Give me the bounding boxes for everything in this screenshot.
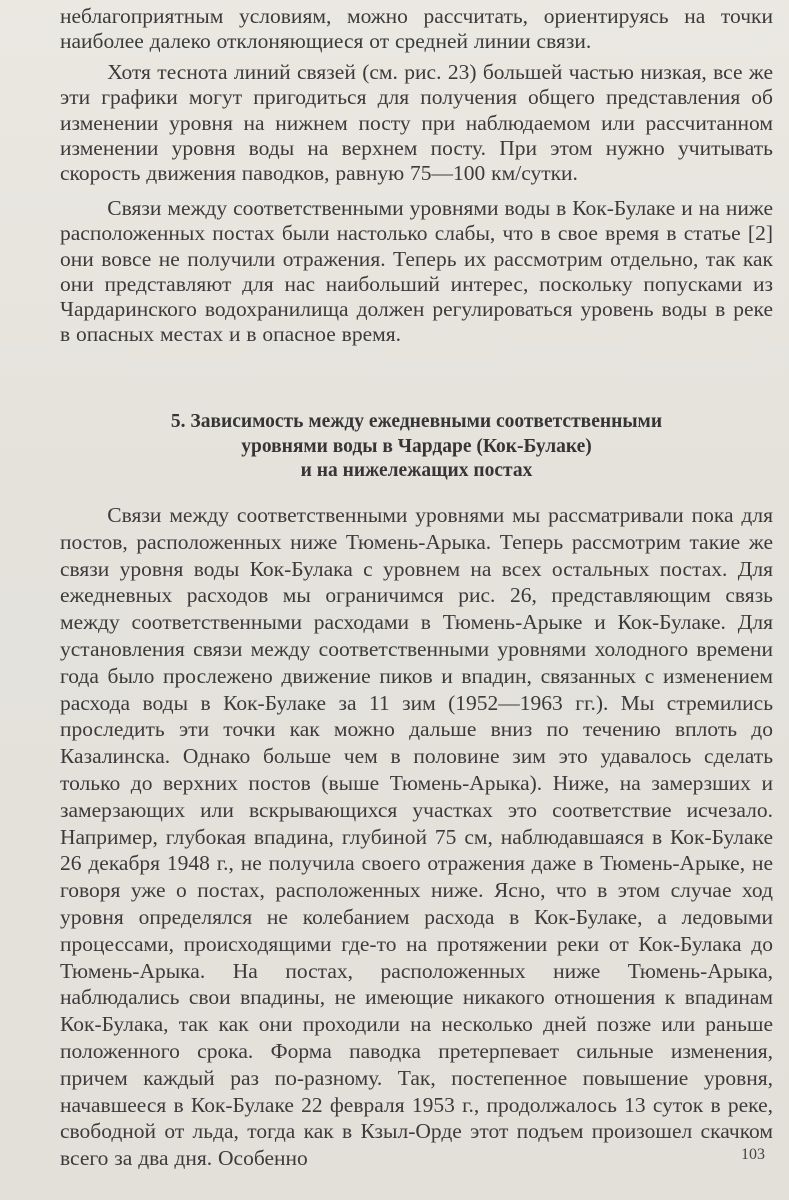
section-heading-line-2: уровнями воды в Чардаре (Кок-Булаке): [241, 435, 592, 457]
paragraph-2: [60, 60, 773, 186]
paragraph-3-text: Связи между соответственными уровнями воды в Кок-Булаке и на ниже расположенных постах были настолько слабы, что в свое время в статье [2] они вовсе не получили отражения. Теперь их рассмотрим отдельно, так как они представляют для нас наибольший интерес, поскольку попусками из Чардаринского водохранилища должен регулироваться уровень воды в реке в опасных местах и в опасное время.: [60, 196, 773, 347]
paragraph-4-text: Связи между соответственными уровнями мы рассматривали пока для постов, расположенных ниже Тюмень-Арыка. Теперь рассмотрим такие же связи уровня воды Кок-Булака с уровнем на всех остальных постах. Для ежедневных расходов мы ограничимся рис. 26, представляющим связь между соответственными расходами в Тюмень-Арыке и Кок-Булаке. Для установления связи между соответственными уровнями холодного времени года было прослежено движение пиков и впадин, связанных с изменением расхода воды в Кок-Булаке за 11 зим (1952—1963 гг.). Мы стремились проследить эти точки как можно дальше вниз по течению вплоть до Казалинска. Однако больше чем в половине зим это удавалось сделать только до верхних постов (выше Тюмень-Арыка). Ниже, на замерзших и замерзающих или вскрывающихся участках это соответствие исчезало. Например, глубокая впадина, глубиной 75 см, наблюдавшаяся в Кок-Булаке 26 декабря 1948 г., не получила своего отражения даже в Тюмень-Арыке, не говоря уже о постах, расположенных ниже. Ясно, что в этом случае ход уровня определялся не колебанием расхода в Кок-Булаке, а ледовыми процессами, происходящими где-то на протяжении реки от Кок-Булака до Тюмень-Арыка. На постах, расположенных ниже Тюмень-Арыка, наблюдались свои впадины, не имеющие никакого отношения к впадинам Кок-Булака, так как они проходили на несколько дней позже или раньше положенного срока. Форма паводка претерпевает сильные изменения, причем каждый раз по-разному. Так, постепенное повышение уровня, начавшееся в Кок-Булаке 22 февраля 1953 г., продолжалось 13 суток в реке, свободной от льда, тогда как в Кзыл-Орде этот подъем произошел скачком всего за два дня. Особенно: [60, 503, 773, 1171]
paragraph-4: [60, 502, 773, 1172]
section-heading: [60, 410, 773, 484]
paragraph-3: [60, 196, 773, 348]
paragraph-2-text: Хотя теснота линий связей (см. рис. 23) большей частью низкая, все же эти графики могут пригодиться для получения общего представления об изменении уровня на нижнем посту при наблюдаемом или рассчитанном изменении уровня воды на верхнем посту. При этом нужно учитывать скорость движения паводков, равную 75—100 км/сутки.: [60, 60, 773, 186]
section-heading-line-3: и на нижележащих постах: [300, 460, 533, 481]
paragraph-continuation: [60, 4, 773, 55]
page-number: 103: [741, 1146, 765, 1163]
section-heading-line-1: 5. Зависимость между ежедневными соответственными: [170, 411, 663, 432]
paragraph-continuation-text: неблагоприятным условиям, можно рассчитать, ориентируясь на точки наиболее далеко отклоняющиеся от средней линии связи.: [60, 4, 773, 54]
